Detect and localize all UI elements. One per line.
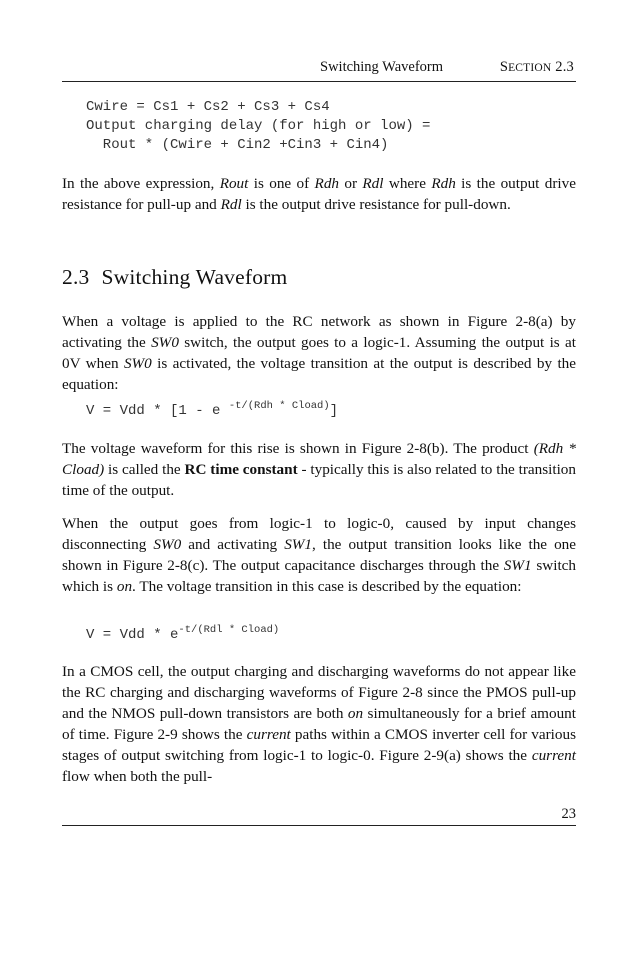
section-title: Switching Waveform bbox=[101, 265, 288, 289]
equation-fall: V = Vdd * $e^{-t/(Rdl * Cload)}$ bbox=[86, 624, 280, 643]
equation-rise-exponent: -t/(Rdh * Cload) bbox=[228, 400, 330, 412]
header-section-label bbox=[500, 59, 574, 76]
section-heading bbox=[62, 265, 287, 290]
page-number: 23 bbox=[561, 806, 576, 822]
code-line-1: Cwire = Cs1 + Cs2 + Cs3 + Cs4 bbox=[86, 99, 330, 115]
running-header bbox=[62, 56, 576, 80]
header-section-number: 2.3 bbox=[555, 59, 574, 75]
code-line-3: Rout * (Cwire + Cin2 +Cin3 + Cin4) bbox=[86, 137, 389, 153]
section-number: 2.3 bbox=[62, 265, 90, 289]
equation-rise: V = Vdd * [1 - e $^{-t/(Rdh * Cload)}$] bbox=[86, 400, 339, 419]
header-section-first-letter: S bbox=[499, 59, 509, 75]
header-section-rest: ECTION bbox=[508, 62, 552, 74]
code-line-2: Output charging delay (for high or low) = bbox=[86, 118, 431, 134]
paragraph-cmos-cell: In a CMOS cell, the output charging and discharging waveforms do not appear like the RC charging and discharging waveforms of Figure 2-8 since the PMOS pull-up and the NMOS pull-down transistors are both on simultaneously for a brief amount of time. Figure 2-9 shows the current paths within a CMOS inverter cell for various stages of output switching from logic-1 to logic-0. Figure 2-9(a) shows the current flow when both the pull- bbox=[62, 663, 576, 785]
header-rule bbox=[62, 81, 576, 82]
footer-rule bbox=[62, 825, 576, 826]
paragraph-voltage-applied: When a voltage is applied to the RC network as shown in Figure 2-8(a) by activating the SW0 switch, the output goes to a logic-1. Assuming the output is at 0V when SW0 is activated, the voltage transition at the output is described by the equation: bbox=[62, 313, 577, 393]
paragraph-logic-transition: When the output goes from logic-1 to logic-0, caused by input changes disconnecting SW0 and activating SW1, the output transition looks like the one shown in Figure 2-8(c). The output capacitance discharges through the SW1 switch which is on. The voltage transition in this case is described by the equation: bbox=[62, 515, 577, 595]
equation-fall-exponent: -t/(Rdl * Cload) bbox=[178, 624, 280, 636]
paragraph-rout-explanation: In the above expression, Rout is one of Rdh or Rdl where Rdh is the output drive resistance for pull-up and Rdl is the output drive resistance for pull-down. bbox=[62, 175, 576, 213]
header-chapter-title: Switching Waveform bbox=[320, 59, 444, 75]
paragraph-rc-time-constant: The voltage waveform for this rise is shown in Figure 2-8(b). The product (Rdh * Cload) is called the RC time constant - typically this is also related to the transition time of the output. bbox=[62, 440, 576, 499]
